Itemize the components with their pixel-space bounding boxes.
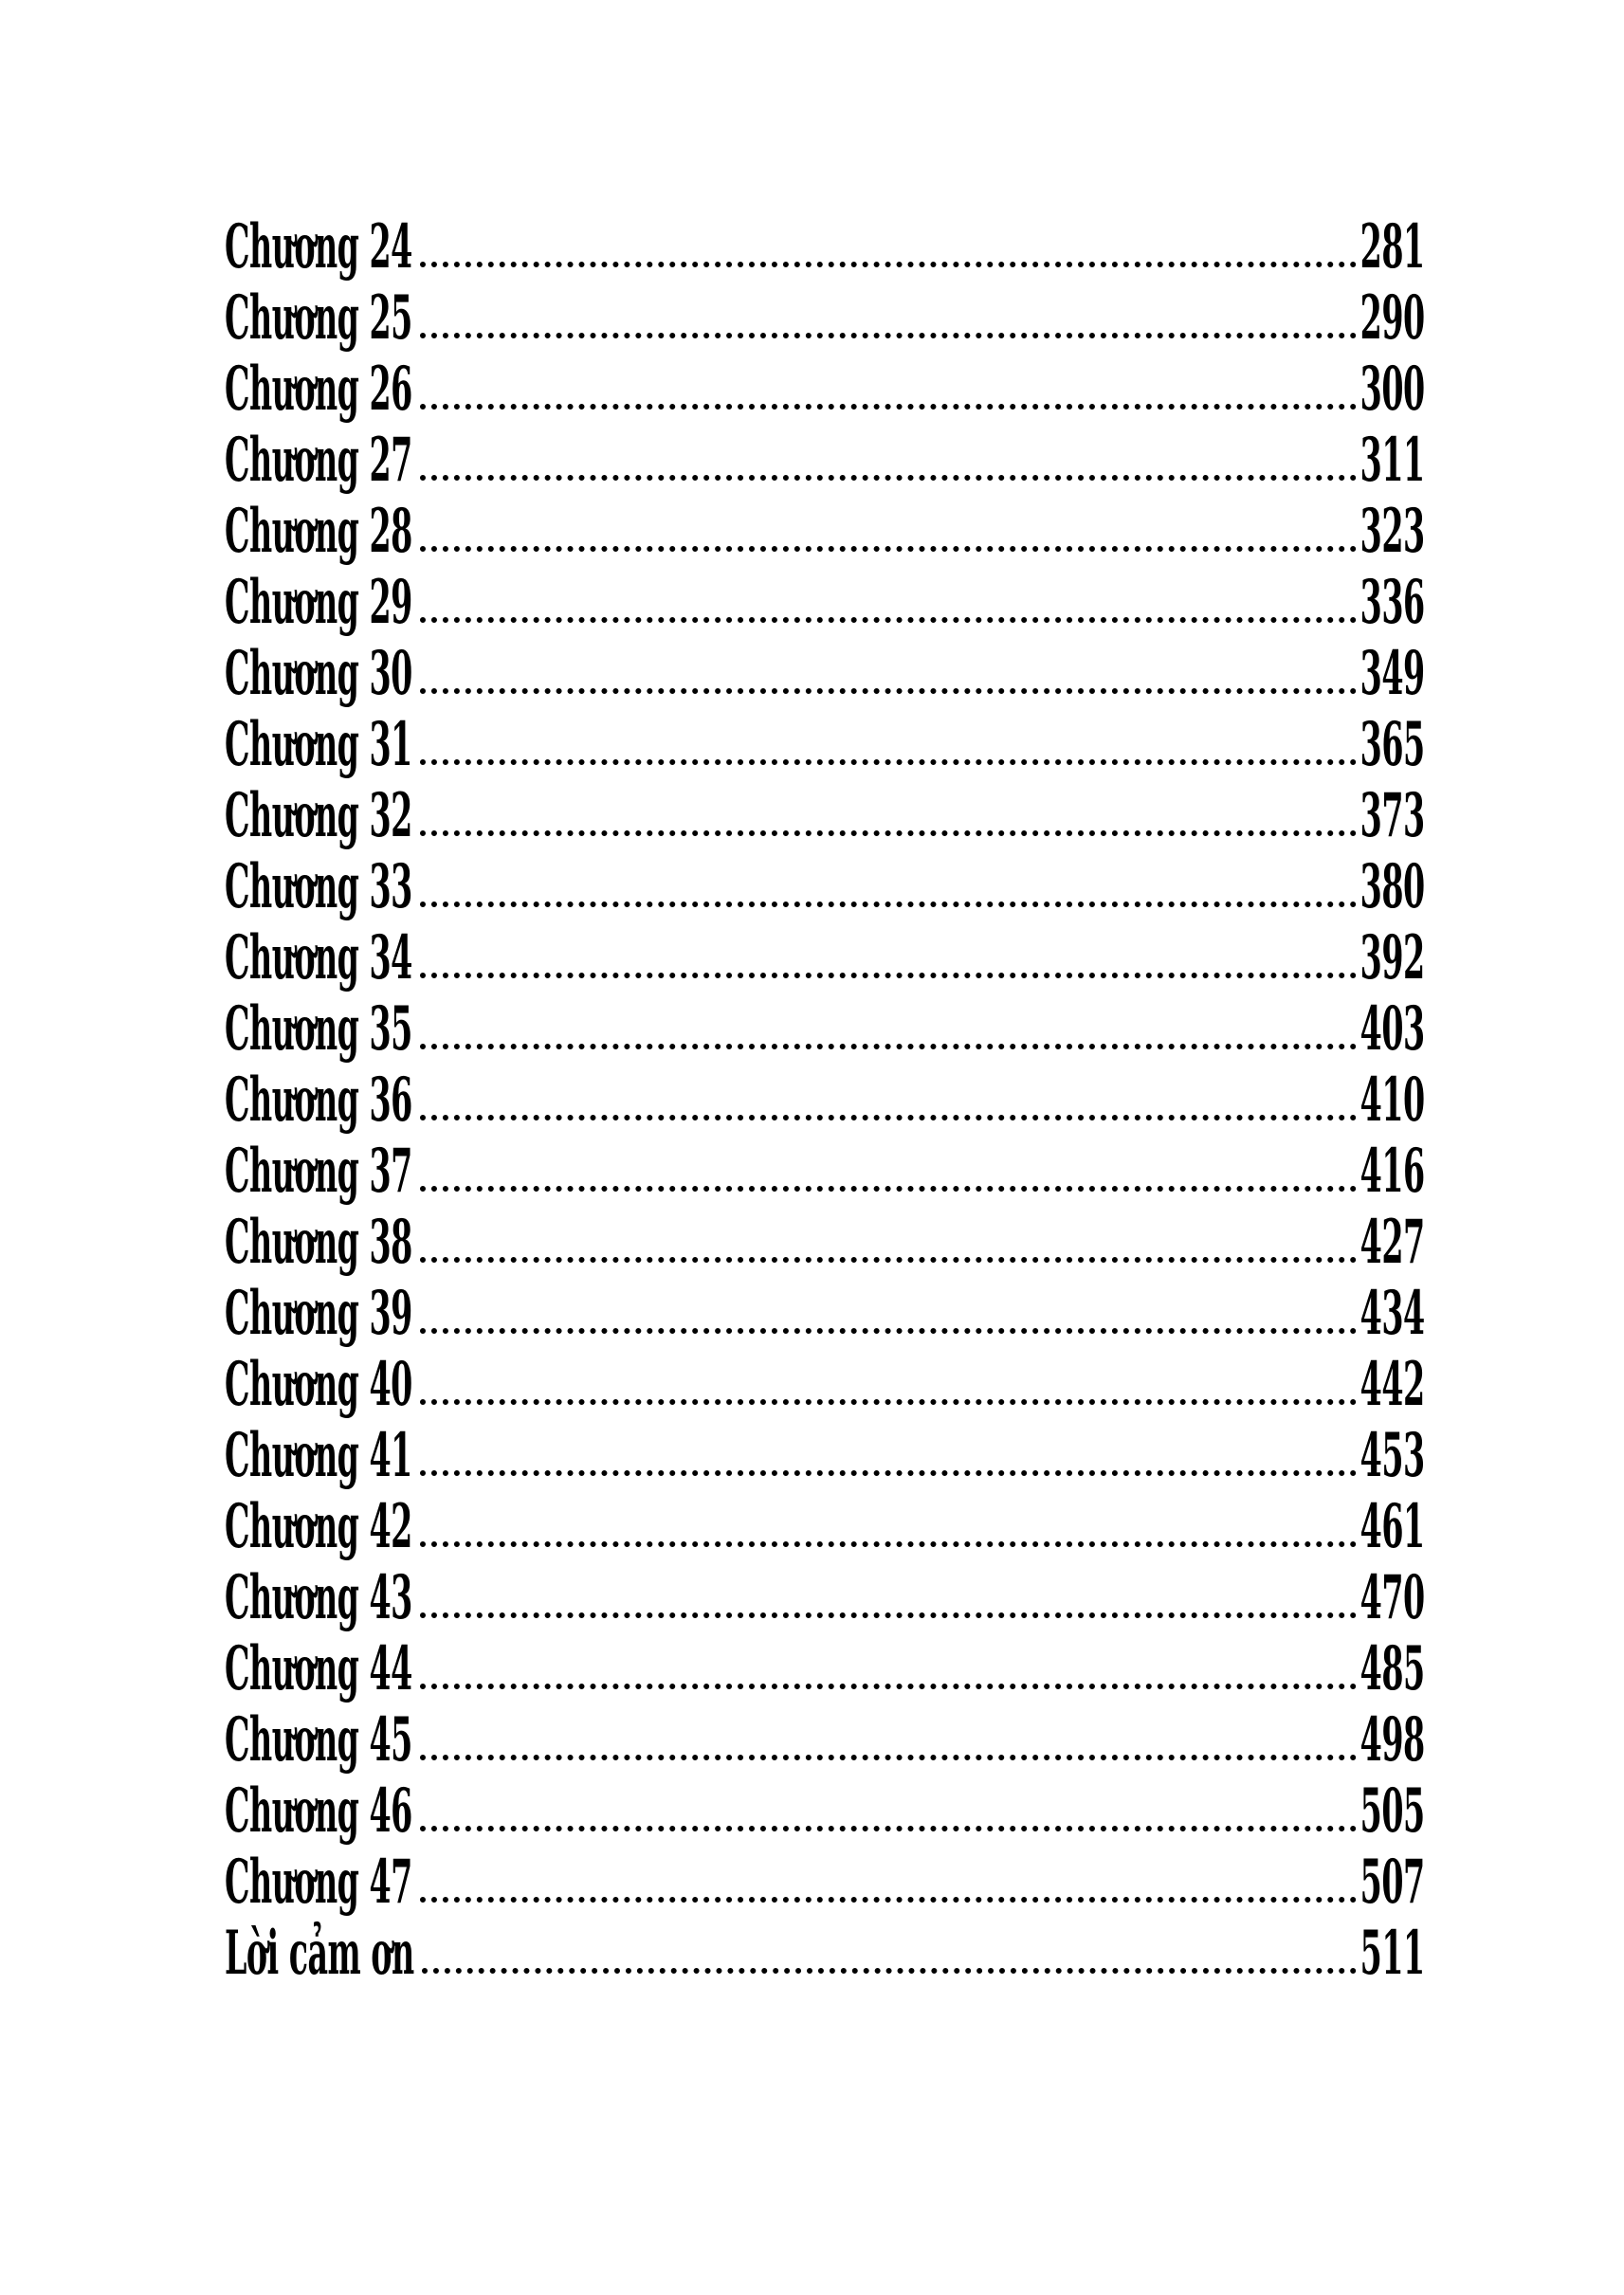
toc-entry-label: Chương 37 bbox=[225, 1136, 412, 1207]
dot-leader bbox=[420, 1633, 1357, 1689]
dot-leader bbox=[420, 1136, 1357, 1192]
dot-leader bbox=[420, 496, 1357, 552]
toc-entry-label: Chương 39 bbox=[225, 1278, 412, 1349]
toc-entry-label: Chương 31 bbox=[225, 709, 412, 780]
toc-row bbox=[225, 1136, 1425, 1207]
toc-entry-label: Chương 35 bbox=[225, 993, 412, 1065]
toc-row bbox=[225, 1349, 1425, 1420]
dot-leader bbox=[420, 709, 1357, 765]
dot-leader bbox=[420, 1207, 1357, 1263]
toc-row bbox=[225, 1207, 1425, 1278]
dot-leader bbox=[420, 354, 1357, 410]
toc-entry-page: 511 bbox=[1360, 1918, 1425, 1989]
toc-row bbox=[225, 993, 1425, 1065]
toc-entry-page: 311 bbox=[1360, 425, 1425, 496]
toc-entry-label: Chương 33 bbox=[225, 851, 412, 922]
toc-entry-label: Chương 30 bbox=[225, 638, 412, 709]
toc-row bbox=[225, 282, 1425, 354]
table-of-contents bbox=[225, 211, 1425, 1989]
toc-entry-label: Chương 32 bbox=[225, 780, 412, 851]
toc-entry-label: Chương 42 bbox=[225, 1491, 412, 1562]
toc-entry-label: Chương 24 bbox=[225, 211, 412, 282]
toc-entry-label: Chương 26 bbox=[225, 354, 412, 425]
toc-entry-page: 323 bbox=[1360, 496, 1425, 567]
dot-leader bbox=[420, 1491, 1357, 1547]
dot-leader bbox=[420, 282, 1357, 338]
toc-row bbox=[225, 709, 1425, 780]
toc-row bbox=[225, 1704, 1425, 1776]
toc-entry-label: Chương 44 bbox=[225, 1633, 412, 1704]
dot-leader bbox=[422, 1918, 1358, 1974]
toc-entry-label: Chương 40 bbox=[225, 1349, 412, 1420]
dot-leader bbox=[420, 1704, 1357, 1760]
toc-row bbox=[225, 425, 1425, 496]
dot-leader bbox=[420, 780, 1357, 836]
toc-entry-page: 410 bbox=[1360, 1065, 1425, 1136]
dot-leader bbox=[420, 993, 1357, 1049]
toc-entry-label: Chương 27 bbox=[225, 425, 412, 496]
toc-entry-page: 416 bbox=[1360, 1136, 1425, 1207]
dot-leader bbox=[420, 1349, 1357, 1405]
toc-entry-page: 365 bbox=[1360, 709, 1425, 780]
dot-leader bbox=[420, 638, 1357, 694]
toc-entry-label: Chương 43 bbox=[225, 1562, 412, 1633]
toc-entry-page: 507 bbox=[1360, 1847, 1425, 1918]
toc-row bbox=[225, 1065, 1425, 1136]
dot-leader bbox=[420, 1420, 1357, 1476]
toc-entry-label: Chương 25 bbox=[225, 282, 412, 354]
toc-row bbox=[225, 1918, 1425, 1989]
toc-row bbox=[225, 780, 1425, 851]
toc-entry-page: 380 bbox=[1360, 851, 1425, 922]
toc-row bbox=[225, 1420, 1425, 1491]
dot-leader bbox=[420, 1847, 1357, 1903]
dot-leader bbox=[420, 1562, 1357, 1618]
dot-leader bbox=[420, 567, 1357, 623]
dot-leader bbox=[420, 1776, 1357, 1831]
toc-entry-page: 505 bbox=[1360, 1776, 1425, 1847]
toc-entry-page: 453 bbox=[1360, 1420, 1425, 1491]
toc-entry-label: Chương 28 bbox=[225, 496, 412, 567]
toc-entry-page: 373 bbox=[1360, 780, 1425, 851]
toc-entry-page: 403 bbox=[1360, 993, 1425, 1065]
toc-entry-label: Chương 36 bbox=[225, 1065, 412, 1136]
dot-leader bbox=[420, 1278, 1357, 1334]
toc-row bbox=[225, 354, 1425, 425]
toc-row bbox=[225, 567, 1425, 638]
toc-entry-page: 427 bbox=[1360, 1207, 1425, 1278]
toc-entry-label: Chương 45 bbox=[225, 1704, 412, 1776]
toc-entry-page: 336 bbox=[1360, 567, 1425, 638]
toc-row bbox=[225, 1278, 1425, 1349]
toc-entry-page: 300 bbox=[1360, 354, 1425, 425]
dot-leader bbox=[420, 211, 1357, 267]
dot-leader bbox=[420, 1065, 1357, 1120]
toc-entry-page: 281 bbox=[1360, 211, 1425, 282]
toc-entry-label: Lời cảm ơn bbox=[225, 1918, 414, 1989]
toc-row bbox=[225, 1491, 1425, 1562]
toc-row bbox=[225, 211, 1425, 282]
toc-entry-page: 498 bbox=[1360, 1704, 1425, 1776]
dot-leader bbox=[420, 425, 1357, 481]
toc-entry-label: Chương 38 bbox=[225, 1207, 412, 1278]
toc-entry-page: 461 bbox=[1360, 1491, 1425, 1562]
dot-leader bbox=[420, 922, 1357, 978]
toc-entry-page: 349 bbox=[1360, 638, 1425, 709]
toc-entry-page: 442 bbox=[1360, 1349, 1425, 1420]
toc-row bbox=[225, 851, 1425, 922]
toc-row bbox=[225, 1847, 1425, 1918]
toc-row bbox=[225, 1633, 1425, 1704]
toc-entry-page: 290 bbox=[1360, 282, 1425, 354]
toc-entry-label: Chương 46 bbox=[225, 1776, 412, 1847]
toc-row bbox=[225, 922, 1425, 993]
dot-leader bbox=[420, 851, 1357, 907]
toc-entry-label: Chương 29 bbox=[225, 567, 412, 638]
toc-row bbox=[225, 1776, 1425, 1847]
toc-entry-page: 485 bbox=[1360, 1633, 1425, 1704]
toc-entry-page: 392 bbox=[1360, 922, 1425, 993]
toc-row bbox=[225, 496, 1425, 567]
toc-entry-page: 470 bbox=[1360, 1562, 1425, 1633]
toc-entry-page: 434 bbox=[1360, 1278, 1425, 1349]
toc-row bbox=[225, 1562, 1425, 1633]
toc-entry-label: Chương 47 bbox=[225, 1847, 412, 1918]
toc-row bbox=[225, 638, 1425, 709]
toc-entry-label: Chương 41 bbox=[225, 1420, 412, 1491]
toc-entry-label: Chương 34 bbox=[225, 922, 412, 993]
